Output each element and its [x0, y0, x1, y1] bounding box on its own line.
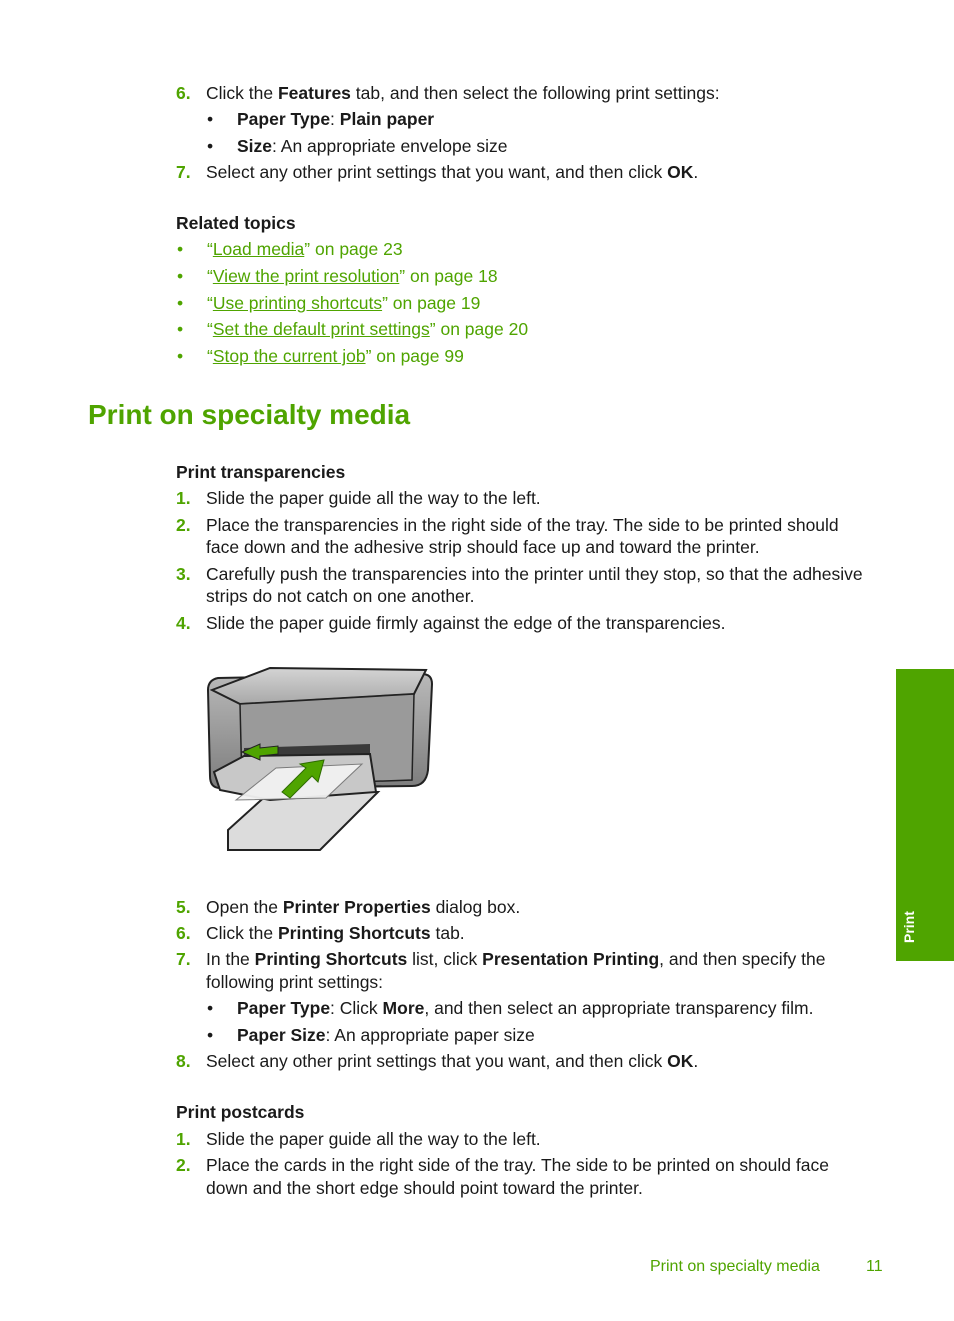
footer-title: Print on specialty media: [650, 1258, 820, 1275]
page-number: 11: [866, 1258, 883, 1275]
step-number: 7.: [176, 162, 191, 182]
chapter-tab-label: Print: [901, 911, 917, 943]
printer-illustration: [200, 660, 440, 860]
section-title: Print on specialty media: [88, 399, 411, 430]
step-number: 6.: [176, 83, 191, 103]
chapter-tab: [896, 669, 954, 961]
